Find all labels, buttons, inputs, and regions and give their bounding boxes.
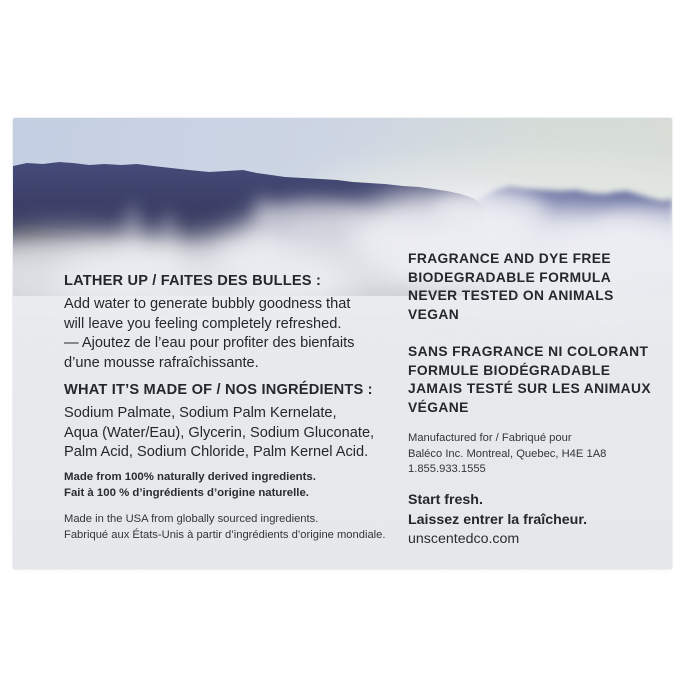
lather-up-line: Add water to generate bubbly goodness that bbox=[64, 296, 351, 312]
ingredients-line: Sodium Palmate, Sodium Palm Kernelate, bbox=[64, 405, 337, 421]
product-box-back-panel bbox=[13, 118, 672, 569]
naturally-derived-line: Made from 100% naturally derived ingredients. bbox=[64, 471, 316, 483]
made-in-usa-line: Fabriqué aux États-Unis à partir d’ingrédients d’origine mondiale. bbox=[64, 529, 386, 542]
ingredients-section bbox=[64, 380, 409, 463]
ingredients-line: Aqua (Water/Eau), Glycerin, Sodium Gluconate, bbox=[64, 424, 375, 441]
product-claims-english bbox=[408, 250, 648, 325]
claim-line: JAMAIS TESTÉ SUR LES ANIMAUX bbox=[408, 381, 651, 397]
manufacturer-info bbox=[408, 431, 648, 478]
brand-tagline-section bbox=[408, 491, 648, 550]
made-in-usa-line: Made in the USA from globally sourced ingredients. bbox=[64, 513, 319, 525]
claim-line: BIODEGRADABLE FORMULA bbox=[408, 269, 612, 285]
ingredients-line: Palm Acid, Sodium Chloride, Palm Kernel Acid. bbox=[64, 444, 369, 461]
claim-line: FORMULE BIODÉGRADABLE bbox=[408, 362, 611, 378]
lather-up-line: will leave you feeling completely refreshed. bbox=[64, 315, 342, 332]
lather-up-heading: LATHER UP / FAITES DES BULLES : bbox=[64, 273, 322, 289]
claim-line: SANS FRAGRANCE NI COLORANT bbox=[408, 344, 649, 359]
naturally-derived-line: Fait à 100 % d’ingrédients d’origine naturelle. bbox=[64, 486, 309, 499]
manufacturer-address: Baléco Inc. Montreal, Quebec, H4E 1A8 bbox=[408, 447, 607, 460]
product-claims-french bbox=[408, 343, 651, 418]
claim-line: NEVER TESTED ON ANIMALS bbox=[408, 288, 614, 304]
lather-up-section bbox=[64, 271, 409, 373]
made-in-usa-note bbox=[64, 511, 409, 544]
manufacturer-line: Manufactured for / Fabriqué pour bbox=[408, 432, 572, 444]
naturally-derived-note bbox=[64, 470, 409, 501]
tagline-french: Laissez entrer la fraîcheur. bbox=[408, 511, 588, 528]
tagline-english: Start fresh. bbox=[408, 492, 483, 508]
claim-line: VÉGANE bbox=[408, 400, 469, 416]
website-url: unscentedco.com bbox=[408, 531, 520, 547]
lather-up-line: — Ajoutez de l’eau pour profiter des bienfaits bbox=[64, 335, 355, 352]
ingredients-heading: WHAT IT’S MADE OF / NOS INGRÉDIENTS : bbox=[64, 382, 373, 398]
claim-line: FRAGRANCE AND DYE FREE bbox=[408, 251, 611, 266]
lather-up-line: d’une mousse rafraîchissante. bbox=[64, 354, 259, 371]
claim-line: VEGAN bbox=[408, 307, 460, 323]
manufacturer-phone: 1.855.933.1555 bbox=[408, 463, 486, 476]
